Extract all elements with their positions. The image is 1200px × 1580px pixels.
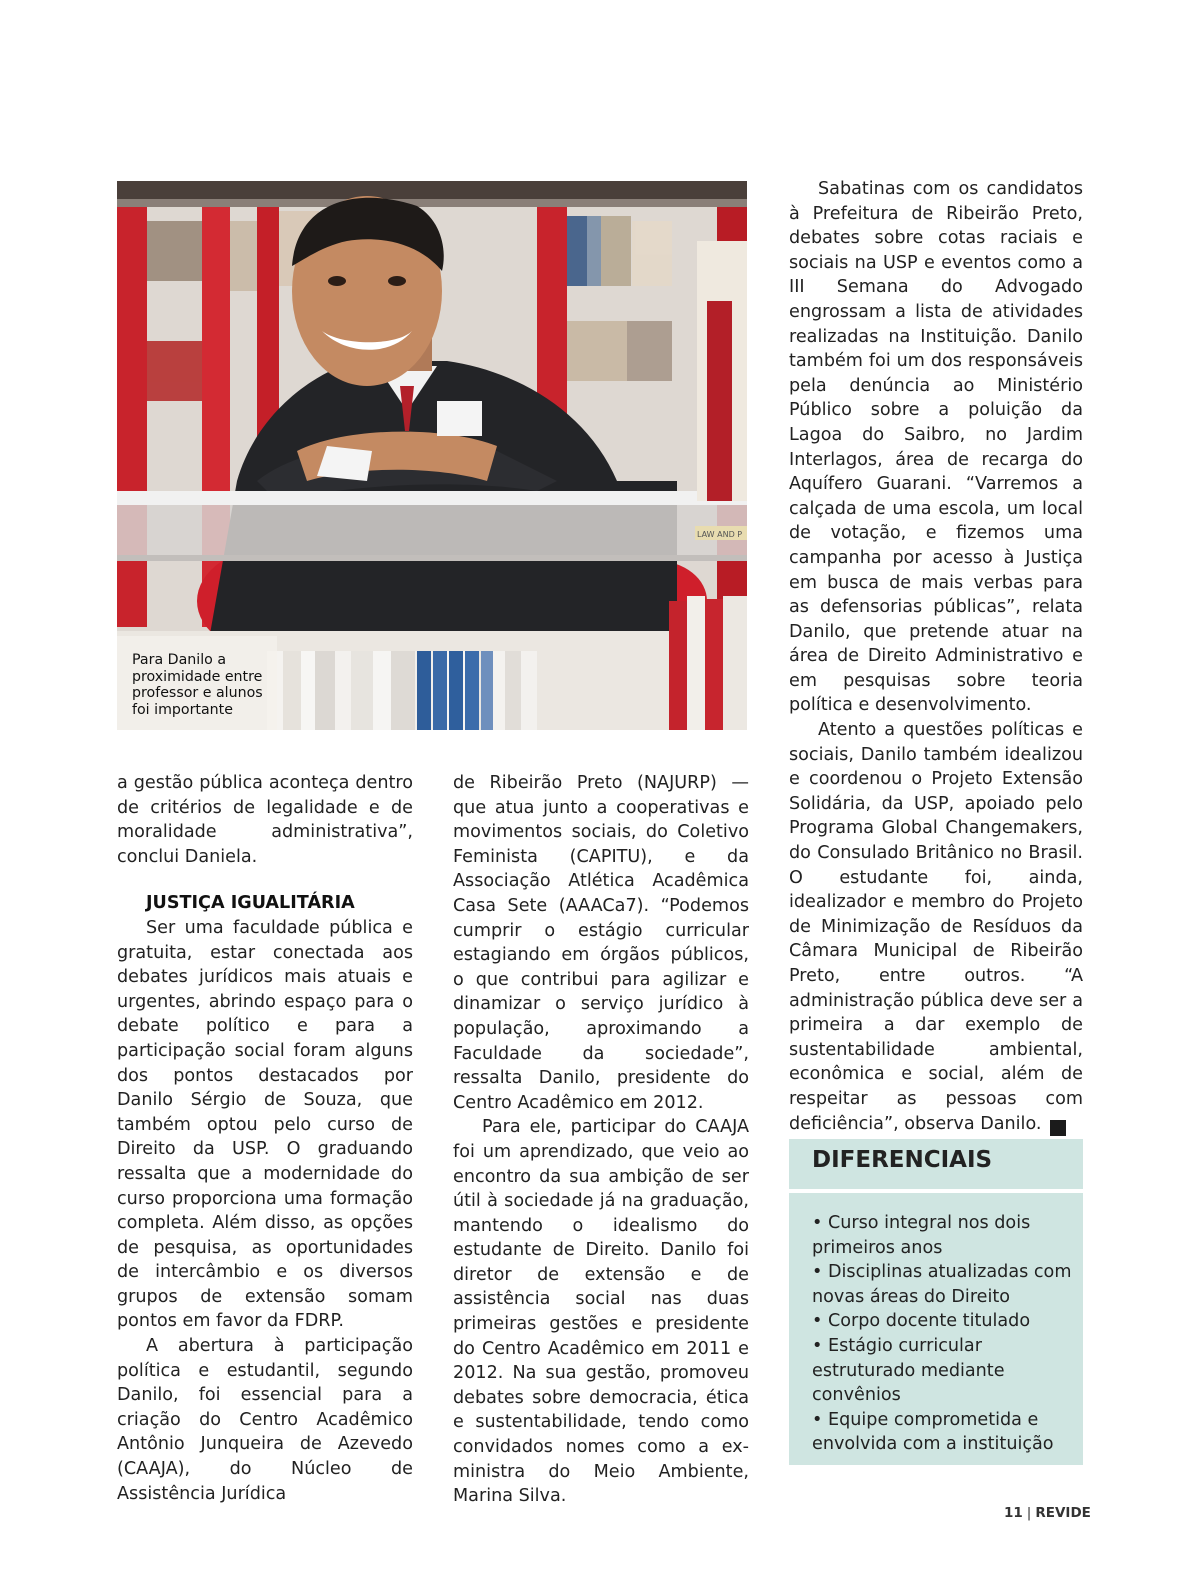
differentials-box	[789, 1139, 1083, 1465]
paragraph: de Ribeirão Preto (NAJURP) — que atua junto a cooperativas e movimentos sociais, do Coletivo Feminista (CAPITU), e da Associação Atlética Acadêmica Casa Sete (AAACa7). “Podemos cumprir o estágio curricular estagiando em órgãos públicos, o que contribui para agilizar e dinamizar o serviço jurídico à população, aproximando a Faculdade da sociedade”, ressalta Danilo, presidente do Centro Acadêmico em 2012.	[453, 773, 749, 1113]
paragraph: Sabatinas com os candidatos à Prefeitura de Ribeirão Preto, debates sobre cotas raciais e sociais na USP e eventos como a III Semana do Advogado engrossam a lista de atividades realizadas na Instituição. Danilo também foi um dos responsáveis pela denúncia ao Ministério Público sobre a poluição da Lagoa do Saibro, no Jardim Interlagos, área de recarga do Aquífero Guarani. “Varremos a calçada de uma escola, um local de votação, e fizemos uma campanha por acesso à Justiça em busca de mais verbas para as defensorias públicas”, relata Danilo, que pretende atuar na área de Direito Administrativo e em pesquisas sobre teoria política e desenvolvimento.	[789, 179, 1083, 716]
list-item: • Curso integral nos dois primeiros anos	[812, 1213, 1031, 1258]
caption-line: proximidade entre	[132, 668, 263, 685]
folio-separator: |	[1026, 1505, 1032, 1521]
paragraph: Ser uma faculdade pública e gratuita, estar conectada aos debates jurídicos mais atuais e urgentes, abrindo espaço para o debate político e para a participação social foram alguns dos pontos destacados por Danilo Sérgio de Souza, que também optou pelo curso de Direito da USP. O graduando ressalta que a modernidade do curso proporciona uma formação completa. Além disso, as opções de pesquisa, as oportunidades de intercâmbio e os diversos grupos de extensão somam pontos em favor da FDRP.	[117, 917, 413, 1332]
article-column-3	[789, 177, 1086, 1136]
box-title: DIFERENCIAIS	[812, 1147, 993, 1173]
section-heading: JUSTIÇA IGUALITÁRIA	[146, 893, 355, 914]
list-item: • Estágio curricular estruturado mediante convênios	[812, 1335, 1005, 1406]
paragraph: A abertura à participação política e estudantil, segundo Danilo, foi essencial para a criação do Centro Acadêmico Antônio Junqueira de Azevedo (CAAJA), do Núcleo de Assistência Jurídica	[117, 1336, 413, 1504]
box-divider	[789, 1189, 1083, 1193]
shelf-label: LAW AND P	[697, 530, 743, 539]
paragraph	[789, 718, 1086, 1136]
article-column-1	[117, 771, 413, 1506]
photo-caption	[132, 652, 263, 718]
page-folio	[1004, 1505, 1091, 1521]
differentials-list	[812, 1211, 1072, 1457]
caption-line: professor e alunos	[132, 685, 263, 701]
article-photo	[117, 181, 747, 730]
paragraph: a gestão pública aconteça dentro de critérios de legalidade e de moralidade administrativa”, conclui Daniela.	[117, 773, 413, 867]
magazine-name: REVIDE	[1035, 1505, 1091, 1521]
caption-line: Para Danilo a	[132, 652, 227, 668]
list-item: • Disciplinas atualizadas com novas áreas do Direito	[812, 1262, 1072, 1307]
article-column-2	[453, 771, 749, 1509]
page-number: 11	[1004, 1505, 1023, 1521]
paragraph: Para ele, participar do CAAJA foi um aprendizado, que veio ao encontro da sua ambição de ser útil à sociedade já na graduação, mantendo o idealismo do estudante de Direito. Danilo foi diretor de extensão e de assistência social nas duas primeiras gestões e presidente do Centro Acadêmico em 2011 e 2012. Na sua gestão, promoveu debates sobre democracia, ética e sustentabilidade, tendo como convidados nomes como a ex-ministra do Meio Ambiente, Marina Silva.	[453, 1117, 749, 1507]
paragraph-text: Atento a questões políticas e sociais, Danilo também idealizou e coordenou o Projeto Extensão Solidária, da USP, apoiado pelo Programa Global Changemakers, do Consulado Britânico no Brasil. O estudante foi, ainda, idealizador e membro do Projeto de Minimização de Resíduos da Câmara Municipal de Ribeirão Preto, entre outros. “A administração pública deve ser a primeira a dar exemplo de sustentabilidade ambiental, econômica e social, além de respeitar as pessoas com deficiência”, observa Danilo.	[789, 720, 1083, 1134]
caption-line: foi importante	[132, 701, 233, 718]
end-of-article-mark: r	[1050, 1120, 1066, 1136]
photo-illustration	[117, 181, 747, 730]
list-item: • Corpo docente titulado	[812, 1311, 1031, 1332]
list-item: • Equipe comprometida e envolvida com a instituição	[812, 1409, 1054, 1455]
